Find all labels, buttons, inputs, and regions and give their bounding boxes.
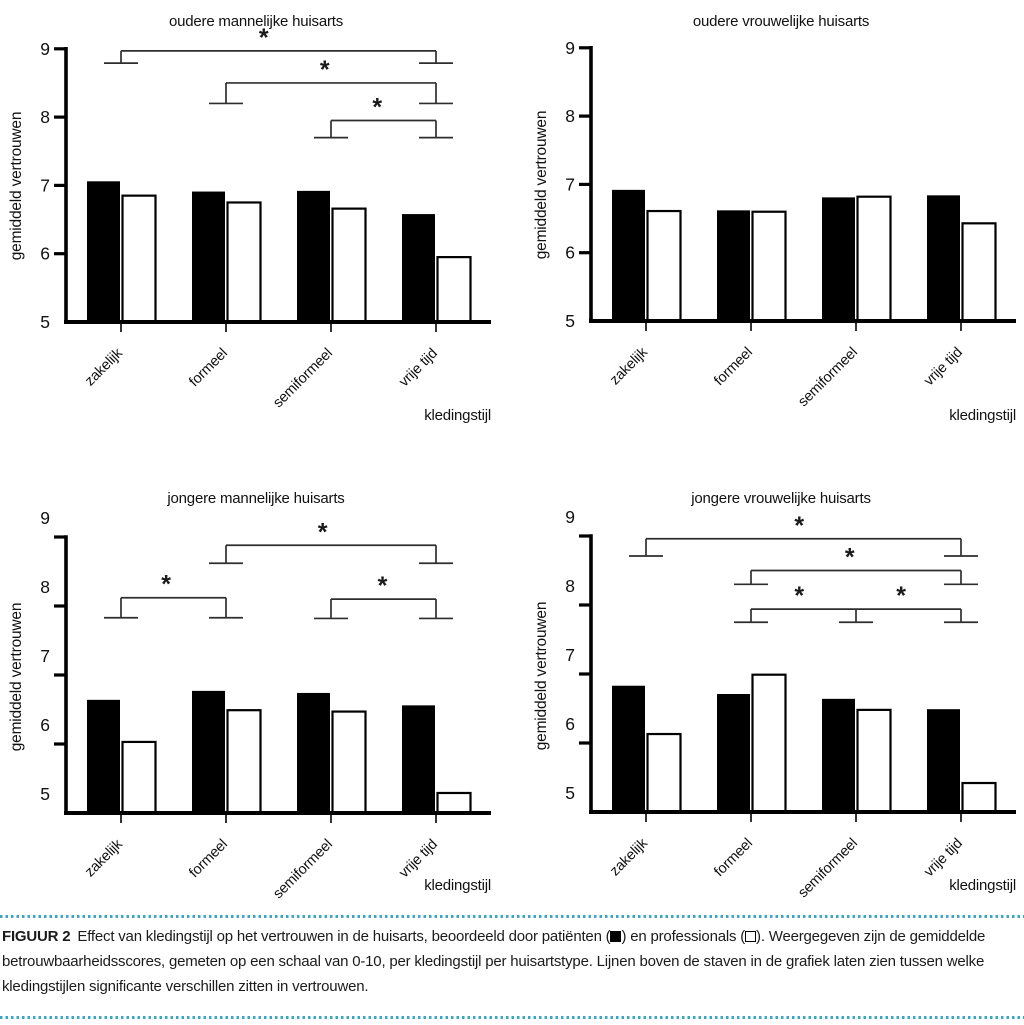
dotted-divider-bottom — [0, 1016, 1024, 1019]
bar-patienten — [927, 709, 960, 812]
bar-professionals — [753, 675, 786, 812]
panel-title: jongere vrouwelijke huisarts — [691, 490, 871, 507]
patients-filled-square-icon — [610, 931, 621, 942]
bar-patienten — [717, 694, 750, 812]
x-category-label: semiformeel — [270, 836, 336, 903]
bar-professionals — [648, 211, 681, 321]
chart-panel-1 — [8, 13, 491, 424]
bar-patienten — [717, 210, 750, 321]
bar-patienten — [192, 691, 225, 813]
bar-patienten — [402, 705, 435, 813]
y-axis-title: gemiddeld vertrouwen — [8, 602, 25, 752]
y-tick-label: 7 — [565, 174, 575, 195]
caption-text-2: ) en professionals ( — [621, 928, 746, 945]
dotted-divider-top — [0, 915, 1024, 918]
x-category-label: zakelijk — [82, 836, 126, 881]
bar-professionals — [228, 202, 261, 322]
significance-star: * — [258, 23, 269, 52]
y-tick-label: 5 — [565, 311, 575, 331]
x-axis-title: kledingstijl — [949, 407, 1016, 424]
bars-group — [612, 675, 996, 812]
bars-group — [612, 190, 996, 321]
y-tick-label: 6 — [40, 715, 50, 735]
significance-star: * — [794, 511, 805, 540]
bar-patienten — [402, 214, 435, 322]
professionals-open-square-icon — [745, 931, 756, 942]
significance-star: * — [317, 518, 328, 547]
y-tick-label: 9 — [40, 508, 50, 528]
x-category-label: vrije tijd — [396, 345, 441, 391]
x-category-label: semiformeel — [795, 835, 861, 902]
y-axis-title: gemiddeld vertrouwen — [533, 601, 550, 751]
significance-star: * — [377, 572, 388, 601]
y-tick-label: 8 — [40, 577, 50, 597]
significance-star: * — [794, 582, 805, 611]
x-category-label: vrije tijd — [921, 344, 966, 390]
bar-patienten — [297, 191, 330, 322]
bar-patienten — [822, 197, 855, 321]
x-category-label: formeel — [186, 345, 231, 391]
caption-text-1: Effect van kledingstijl op het vertrouwen in de huisarts, beoordeeld door patiënten ( — [77, 928, 611, 945]
x-category-label: formeel — [711, 835, 756, 881]
x-category-label: zakelijk — [607, 835, 651, 880]
y-tick-label: 5 — [565, 783, 575, 803]
caption-text-3: ). Weergegeven zijn de gemiddelde — [756, 928, 986, 945]
bar-professionals — [648, 734, 681, 812]
bar-professionals — [753, 212, 786, 321]
bar-professionals — [438, 257, 471, 322]
axes-group — [8, 508, 491, 902]
bar-professionals — [963, 223, 996, 321]
significance-star: * — [319, 55, 330, 84]
bar-professionals — [228, 710, 261, 813]
y-tick-label: 6 — [565, 242, 575, 263]
bar-patienten — [612, 686, 645, 812]
bar-professionals — [333, 209, 366, 322]
y-axis-title: gemiddeld vertrouwen — [8, 111, 25, 261]
significance-bracket — [314, 572, 453, 618]
bar-professionals — [858, 710, 891, 812]
y-tick-label: 6 — [565, 714, 575, 734]
bar-professionals — [858, 197, 891, 321]
y-tick-label: 5 — [40, 784, 50, 804]
bar-patienten — [297, 693, 330, 813]
bar-professionals — [963, 783, 996, 812]
significance-star: * — [896, 582, 907, 611]
x-category-label: semiformeel — [795, 344, 861, 411]
significance-bracket — [209, 56, 453, 103]
panel-title: jongere mannelijke huisarts — [167, 490, 345, 507]
bar-professionals — [438, 793, 471, 813]
bar-professionals — [123, 196, 156, 322]
chart-panel-3 — [8, 490, 491, 902]
figure-label: FIGUUR 2 — [2, 928, 71, 945]
bar-professionals — [123, 742, 156, 813]
x-category-label: zakelijk — [607, 344, 651, 389]
bar-patienten — [192, 192, 225, 322]
significance-bracket — [734, 544, 978, 585]
significance-star: * — [372, 93, 383, 122]
x-axis-title: kledingstijl — [424, 407, 491, 424]
bars-group — [87, 181, 471, 322]
x-axis-title: kledingstijl — [424, 877, 491, 894]
y-axis-title: gemiddeld vertrouwen — [533, 110, 550, 260]
y-tick-label: 7 — [565, 645, 575, 665]
x-category-label: zakelijk — [82, 345, 126, 390]
bar-patienten — [87, 700, 120, 813]
significance-bracket — [104, 571, 243, 618]
chart-panel-4 — [533, 490, 1016, 901]
bar-patienten — [822, 699, 855, 812]
x-category-label: vrije tijd — [921, 835, 966, 881]
y-tick-label: 9 — [40, 38, 50, 59]
y-tick-label: 7 — [40, 646, 50, 666]
significance-bracket — [314, 94, 453, 138]
y-tick-label: 9 — [565, 507, 575, 527]
y-tick-label: 9 — [565, 37, 575, 58]
x-category-label: formeel — [711, 344, 756, 390]
significance-bracket — [209, 518, 453, 563]
significance-bracket — [734, 582, 978, 622]
x-category-label: semiformeel — [270, 345, 336, 412]
panel-title: oudere mannelijke huisarts — [168, 13, 344, 30]
caption-text-5: kledingstijlen significante verschillen zitten in vertrouwen. — [2, 978, 369, 995]
panel-title: oudere vrouwelijke huisarts — [692, 13, 870, 30]
y-tick-label: 6 — [40, 243, 50, 264]
significance-bracket — [629, 512, 978, 556]
caption-text-4: betrouwbaarheidsscores, gemeten op een schaal van 0-10, per kledingstijl per huisartstype. Lijnen boven de staven in de grafiek laten zien tussen welke — [2, 953, 985, 970]
x-axis-title: kledingstijl — [949, 877, 1016, 894]
bars-group — [87, 691, 471, 813]
figure-caption — [2, 924, 996, 999]
bar-patienten — [927, 195, 960, 321]
x-category-label: vrije tijd — [396, 836, 441, 882]
y-tick-label: 7 — [40, 175, 50, 196]
y-tick-label: 8 — [40, 107, 50, 128]
significance-star: * — [161, 570, 172, 599]
x-category-label: formeel — [186, 836, 231, 882]
bar-patienten — [87, 181, 120, 322]
y-tick-label: 5 — [40, 312, 50, 332]
significance-star: * — [844, 543, 855, 572]
chart-panel-2 — [533, 13, 1016, 424]
y-tick-label: 8 — [565, 576, 575, 596]
bar-patienten — [612, 190, 645, 321]
y-tick-label: 8 — [565, 106, 575, 127]
bar-professionals — [333, 712, 366, 813]
